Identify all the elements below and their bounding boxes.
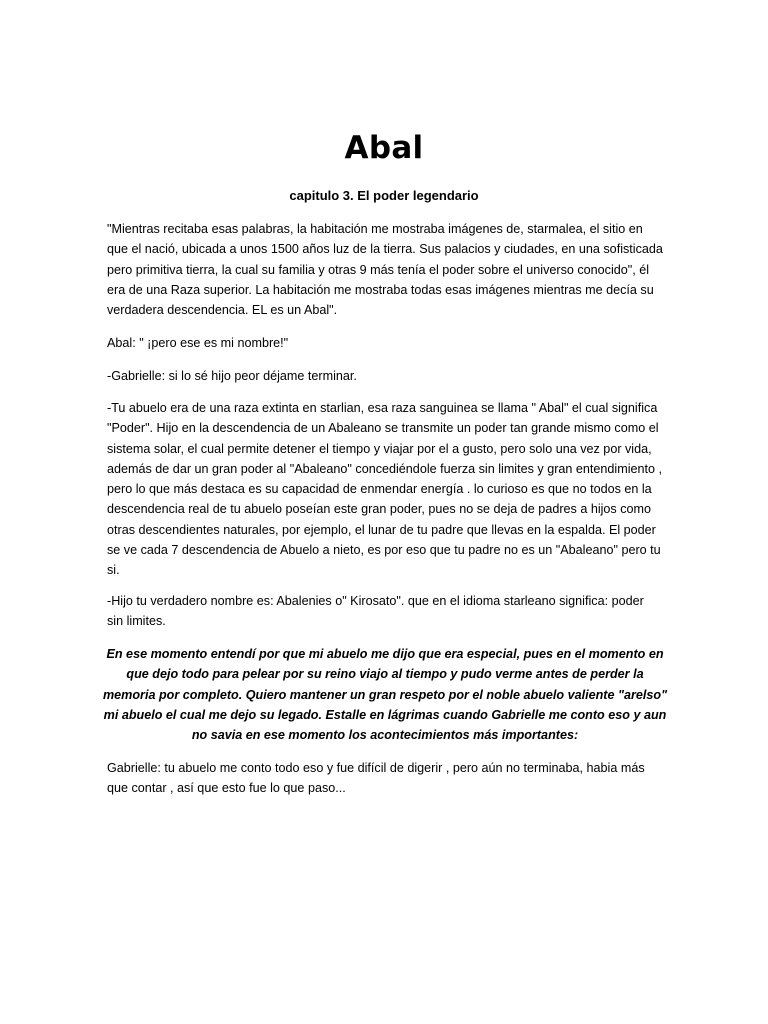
- paragraph-abal-reply: Abal: " ¡pero ese es mi nombre!": [107, 336, 289, 350]
- paragraph-grandfather-race: -Tu abuelo era de una raza extinta en starlian, esa raza sanguinea se llama " Abal" el cual significa "Poder". Hijo en la descendencia de un Abaleano se transmite un poder tan grande mismo como el sistema solar, el cual permite detener el tiempo y viajar por el a gusto, pero solo una vez por vida, además de dar un gran poder al "Abaleano" concediéndole fuerza sin limites y gran entendimiento , pero lo que más destaca es su capacidad de enmendar energía . lo curioso es que no todos en la descendencia real de tu abuelo poseían este gran poder, pues no se deja de padres a hijos como otras descendientes naturales, por ejemplo, el lunar de tu padre que llevas en la espalda. El poder se ve cada 7 descendencia de Abuelo a nieto, es por eso que tu padre no es un "Abaleano" pero tu si.: [107, 401, 663, 578]
- chapter-subtitle: capitulo 3. El poder legendario: [289, 188, 479, 203]
- paragraph-vision: "Mientras recitaba esas palabras, la habitación me mostraba imágenes de, starmalea, el sitio en que el nació, ubicada a unos 1500 años luz de la tierra. Sus palacios y ciudades, en una sofisticada pero primitiva tierra, la cual su familia y otras 9 más tenía el poder sobre el universo conocido", él era de una Raza superior. La habitación me mostraba todas esas imágenes mientras me decía su verdadera descendencia. EL es un Abal".: [107, 222, 663, 318]
- paragraph-continuation: Gabrielle: tu abuelo me conto todo eso y fue difícil de digerir , pero aún no terminaba, habia más que contar , así que esto fue lo que paso...: [107, 761, 645, 796]
- paragraph-gabrielle-reply: -Gabrielle: si lo sé hijo peor déjame terminar.: [107, 369, 357, 383]
- paragraph-true-name: -Hijo tu verdadero nombre es: Abalenies o" Kirosato". que en el idioma starleano significa: poder sin limites.: [107, 594, 644, 629]
- paragraph-realization: En ese momento entendí por que mi abuelo me dijo que era especial, pues en el momento en que dejo todo para pelear por su reino viajo al tiempo y pudo verme antes de perder la memoria por completo. Quiero mantener un gran respeto por el noble abuelo valiente "arelso" mi abuelo el cual me dejo su legado. Estalle en lágrimas cuando Gabrielle me conto eso y aun no savia en ese momento los acontecimientos más importantes:: [102, 647, 668, 743]
- document-title: Abal: [344, 130, 424, 166]
